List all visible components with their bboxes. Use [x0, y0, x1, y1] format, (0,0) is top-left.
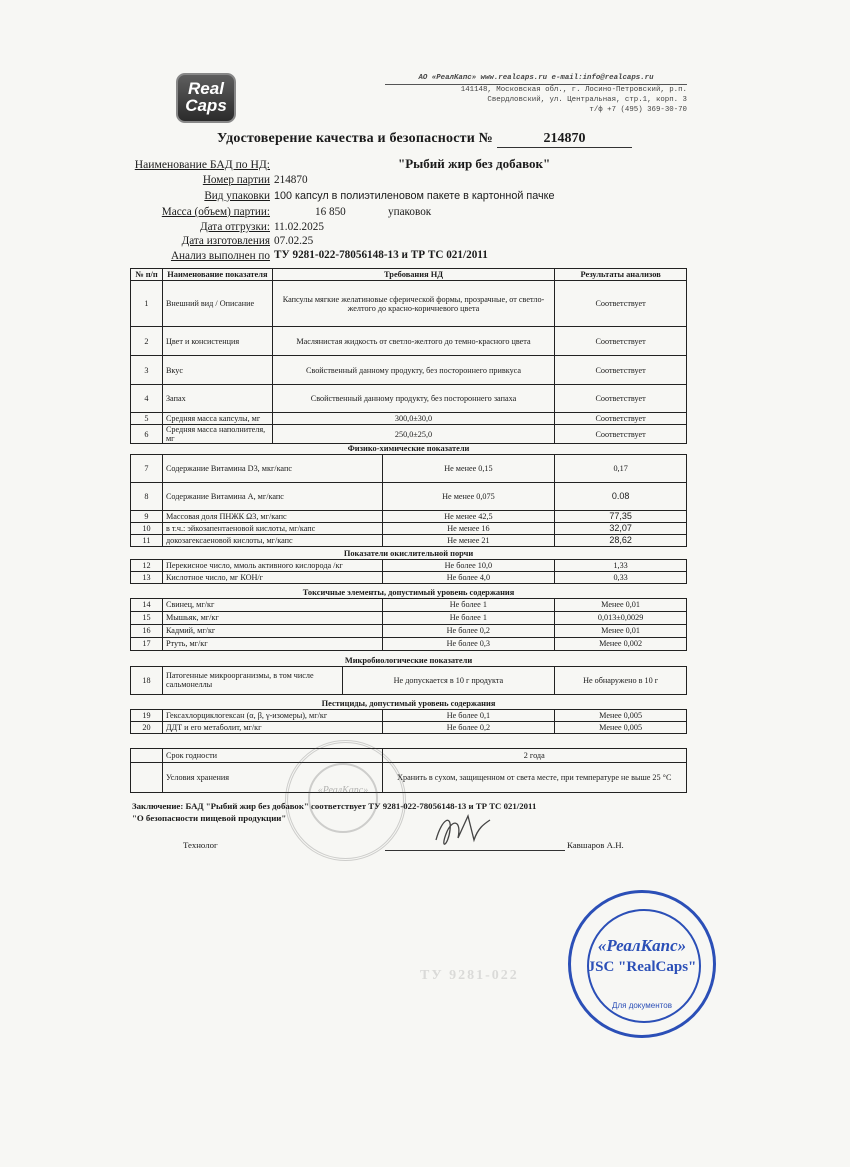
cell-requirement: Не более 0,3	[382, 637, 555, 650]
table-row	[131, 413, 687, 425]
micro-table	[130, 656, 687, 695]
cell-num: 13	[131, 571, 163, 583]
cell-indicator: Вкус	[162, 356, 272, 385]
cell-requirement: Не более 0,2	[382, 624, 555, 637]
cell-requirement: Не более 10,0	[382, 559, 555, 571]
cell-empty	[131, 763, 163, 793]
company-seal	[568, 890, 716, 1038]
cell-indicator: Перекисное число, ммоль активного кислорода /кг	[162, 559, 382, 571]
cell-result: Соответствует	[555, 413, 687, 425]
field-label-batch: Номер партии	[202, 174, 270, 186]
cell-requirement: 300,0±30,0	[272, 413, 554, 425]
conclusion-line2: "О безопасности пищевой продукции"	[132, 813, 287, 823]
table-row	[131, 666, 687, 694]
table-row	[131, 385, 687, 413]
faded-stamp-text: «РеалКапс»	[308, 763, 378, 833]
section-micro: Микробиологические показатели	[131, 656, 687, 666]
cell-indicator: Содержание Витамина А, мг/капс	[162, 482, 382, 510]
header-results: Результаты анализов	[555, 269, 687, 281]
cell-result: 0,013±0,0029	[555, 611, 687, 624]
cell-num: 8	[131, 482, 163, 510]
field-label-mfg-date: Дата изготовления	[181, 235, 270, 247]
cell-num: 12	[131, 559, 163, 571]
cell-requirement: Свойственный данному продукту, без постороннего привкуса	[272, 356, 554, 385]
table-row	[131, 454, 687, 482]
cell-num: 2	[131, 327, 163, 356]
cell-indicator: ДДТ и его метаболит, мг/кг	[162, 721, 382, 733]
section-toxic: Токсичные элементы, допустимый уровень содержания	[131, 588, 687, 598]
cell-result: 77,35	[555, 510, 687, 522]
section-oxidation: Показатели окислительной порчи	[131, 549, 687, 559]
table-row	[131, 611, 687, 624]
cell-requirement: Не более 0,1	[382, 709, 555, 721]
company-line4: т/ф +7 (495) 369-30-70	[589, 106, 687, 114]
cell-result: 28,62	[555, 534, 687, 546]
table-row	[131, 510, 687, 522]
toxic-table	[130, 588, 687, 651]
cell-result: 0.08	[555, 482, 687, 510]
cell-num: 16	[131, 624, 163, 637]
cell-result: Менее 0,005	[555, 709, 687, 721]
table-row	[131, 709, 687, 721]
cell-num: 6	[131, 425, 163, 444]
section-pesticides: Пестициды, допустимый уровень содержания	[131, 699, 687, 709]
cell-requirement: Не более 4,0	[382, 571, 555, 583]
field-value-name: "Рыбий жир без добавок"	[398, 156, 551, 171]
storage-cond-value: Хранить в сухом, защищенном от света месте, при температуре не выше 25 °С	[382, 763, 686, 793]
table-row	[131, 534, 687, 546]
cell-num: 3	[131, 356, 163, 385]
shelf-life-value: 2 года	[382, 749, 686, 763]
logo-line2: Caps	[185, 96, 227, 115]
table-row	[131, 763, 687, 793]
field-value-package: 100 капсул в полиэтиленовом пакете в картонной пачке	[274, 190, 555, 202]
table-row	[131, 637, 687, 650]
section-physchem: Физико-химические показатели	[131, 444, 687, 454]
certificate-number: 214870	[497, 131, 632, 148]
cell-num: 4	[131, 385, 163, 413]
cell-indicator: Мышьяк, мг/кг	[162, 611, 382, 624]
table-row	[131, 522, 687, 534]
table-row	[131, 559, 687, 571]
table-row	[131, 327, 687, 356]
cell-num: 18	[131, 666, 163, 694]
company-line3: Свердловский, ул. Центральная, стр.1, корп. 3	[487, 96, 687, 104]
cell-indicator: Массовая доля ПНЖК Ω3, мг/капс	[162, 510, 382, 522]
handwritten-signature	[428, 810, 498, 855]
bleed-through-text: ТУ 9281-022	[420, 968, 519, 983]
cell-indicator: Средняя масса капсулы, мг	[162, 413, 272, 425]
cell-indicator: Средняя масса наполнителя, мг	[162, 425, 272, 444]
field-value-batch: 214870	[274, 174, 308, 186]
header-indicator: Наименование показателя	[162, 269, 272, 281]
section-row	[131, 699, 687, 709]
cell-result: Менее 0,002	[555, 637, 687, 650]
cell-indicator: Содержание Витамина D3, мкг/капс	[162, 454, 382, 482]
cell-result: Соответствует	[555, 356, 687, 385]
cell-num: 10	[131, 522, 163, 534]
company-line1: АО «РеалКапс» www.realcaps.ru e-mail:info@realcaps.ru	[418, 74, 654, 82]
cell-result: Менее 0,005	[555, 721, 687, 733]
signer-role: Технолог	[183, 840, 218, 850]
cell-indicator: Патогенные микроорганизмы, в том числе сальмонеллы	[162, 666, 342, 694]
field-value-mass: 16 850	[315, 206, 346, 218]
field-label-ship-date: Дата отгрузки:	[199, 221, 270, 233]
analysis-table	[130, 268, 687, 444]
logo-line1: Real	[188, 79, 224, 98]
oxidation-table	[130, 549, 687, 584]
cell-result: Соответствует	[555, 425, 687, 444]
cell-requirement: Не допускается в 10 г продукта	[342, 666, 555, 694]
field-value-mfg-date: 07.02.25	[274, 235, 314, 247]
storage-table	[130, 748, 687, 793]
cell-indicator: Цвет и консистенция	[162, 327, 272, 356]
cell-result: Не обнаружено в 10 г	[555, 666, 687, 694]
table-row	[131, 749, 687, 763]
cell-result: Соответствует	[555, 281, 687, 327]
cell-result: Соответствует	[555, 385, 687, 413]
cell-result: Соответствует	[555, 327, 687, 356]
signer-name: Кавшаров А.Н.	[567, 840, 624, 850]
conclusion-line1: Заключение: БАД "Рыбий жир без добавок" соответствует ТУ 9281-022-78056148-13 и ТР ТС 021/2011	[132, 801, 537, 811]
section-row	[131, 656, 687, 666]
cell-requirement: 250,0±25,0	[272, 425, 554, 444]
cell-result: Менее 0,01	[555, 598, 687, 611]
cell-num: 1	[131, 281, 163, 327]
header-requirements: Требования НД	[272, 269, 554, 281]
cell-num: 14	[131, 598, 163, 611]
cell-requirement: Не менее 0,075	[382, 482, 555, 510]
section-row	[131, 588, 687, 598]
table-row	[131, 425, 687, 444]
field-label-analysis: Анализ выполнен по	[170, 250, 270, 262]
table-row	[131, 356, 687, 385]
realcaps-logo	[176, 73, 236, 123]
field-value-analysis: ТУ 9281-022-78056148-13 и ТР ТС 021/2011	[274, 249, 488, 261]
cell-requirement: Свойственный данному продукту, без постороннего запаха	[272, 385, 554, 413]
pesticides-table	[130, 699, 687, 734]
field-label-mass: Масса (объем) партии:	[161, 206, 270, 218]
company-line2: 141148, Московская обл., г. Лосино-Петровский, р.п.	[460, 86, 687, 94]
table-row	[131, 571, 687, 583]
shelf-life-label: Срок годности	[162, 749, 382, 763]
cell-indicator: Кадмий, мг/кг	[162, 624, 382, 637]
cell-empty	[131, 749, 163, 763]
cell-num: 20	[131, 721, 163, 733]
table-row	[131, 721, 687, 733]
cell-num: 7	[131, 454, 163, 482]
physchem-table	[130, 444, 687, 547]
cell-result: Менее 0,01	[555, 624, 687, 637]
field-value-ship-date: 11.02.2025	[274, 221, 324, 233]
field-value-mass-unit: упаковок	[388, 206, 432, 218]
cell-indicator: Внешний вид / Описание	[162, 281, 272, 327]
cell-num: 15	[131, 611, 163, 624]
cell-num: 17	[131, 637, 163, 650]
faded-stamp	[285, 740, 406, 861]
seal-ring-text: Для документов	[612, 1001, 672, 1010]
cell-result: 0,17	[555, 454, 687, 482]
seal-text-ru: «РеалКапс»	[597, 936, 687, 955]
cell-indicator: докозагексаеновой кислоты, мг/капс	[162, 534, 382, 546]
table-row	[131, 482, 687, 510]
cell-indicator: Кислотное число, мг КОН/г	[162, 571, 382, 583]
cell-num: 9	[131, 510, 163, 522]
cell-num: 11	[131, 534, 163, 546]
field-label-name: Наименование БАД по НД:	[134, 158, 270, 171]
table-row	[131, 598, 687, 611]
seal-text-en: JSC "RealCaps"	[587, 959, 697, 975]
cell-num: 5	[131, 413, 163, 425]
cell-requirement: Не менее 0,15	[382, 454, 555, 482]
cell-result: 32,07	[555, 522, 687, 534]
document-title: Удостоверение качества и безопасности №	[217, 131, 493, 146]
cell-indicator: в т.ч.: эйкозапентаеновой кислоты, мг/капс	[162, 522, 382, 534]
section-row	[131, 444, 687, 454]
cell-requirement: Не более 0,2	[382, 721, 555, 733]
cell-result: 0,33	[555, 571, 687, 583]
cell-requirement: Маслянистая жидкость от светло-желтого до темно-красного цвета	[272, 327, 554, 356]
section-row	[131, 549, 687, 559]
cell-indicator: Запах	[162, 385, 272, 413]
cell-indicator: Гексахлорциклогексан (α, β, γ-изомеры), мг/кг	[162, 709, 382, 721]
cell-indicator: Свинец, мг/кг	[162, 598, 382, 611]
cell-requirement: Не более 1	[382, 611, 555, 624]
company-info	[385, 73, 687, 115]
table-row	[131, 281, 687, 327]
cell-indicator: Ртуть, мг/кг	[162, 637, 382, 650]
cell-requirement: Не менее 21	[382, 534, 555, 546]
table-row	[131, 624, 687, 637]
cell-result: 1,33	[555, 559, 687, 571]
cell-requirement: Не менее 42,5	[382, 510, 555, 522]
storage-cond-label: Условия хранения	[162, 763, 382, 793]
cell-requirement: Капсулы мягкие желатиновые сферической формы, прозрачные, от светло-желтого до красно-коричневого цвета	[272, 281, 554, 327]
table-header-row	[131, 269, 687, 281]
cell-requirement: Не более 1	[382, 598, 555, 611]
header-num: № п/п	[131, 269, 163, 281]
cell-num: 19	[131, 709, 163, 721]
cell-requirement: Не менее 16	[382, 522, 555, 534]
field-label-package: Вид упаковки	[204, 190, 270, 202]
